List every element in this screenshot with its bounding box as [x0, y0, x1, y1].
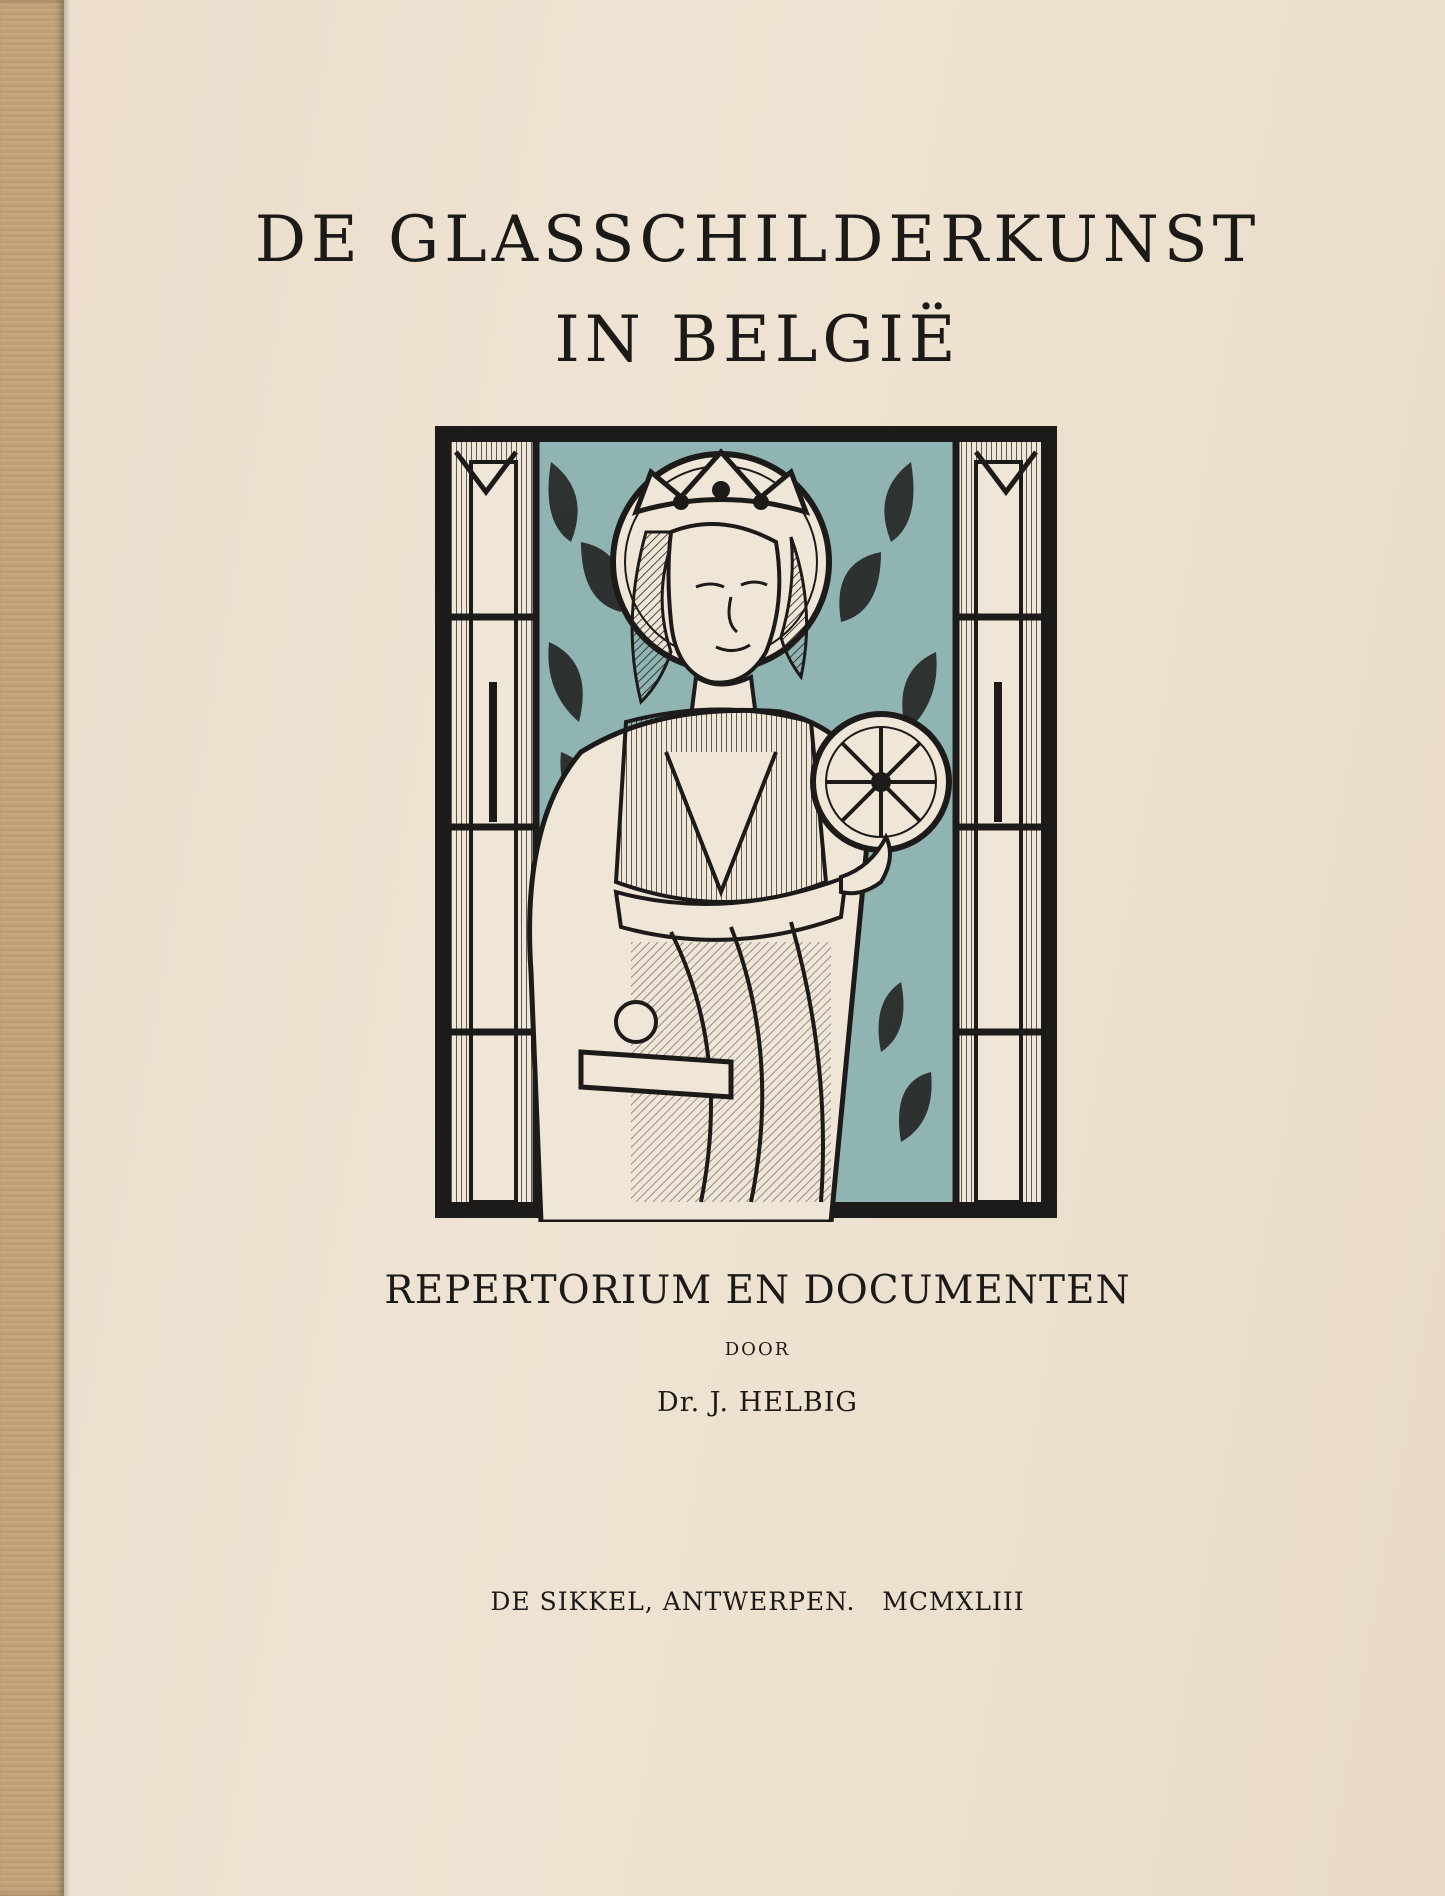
author-name: Dr. J. HELBIG — [657, 1387, 858, 1418]
publisher-line: DE SIKKEL, ANTWERPEN. MCMXLIII — [490, 1587, 1025, 1616]
stained-glass-saint-icon — [431, 422, 1061, 1222]
by-label: DOOR — [724, 1339, 791, 1360]
cloth-spine — [0, 0, 64, 1896]
title-line-2: IN BELGIË — [554, 303, 961, 377]
title-line-1: DE GLASSCHILDERKUNST — [254, 203, 1261, 277]
subtitle: REPERTORIUM EN DOCUMENTEN — [384, 1268, 1131, 1313]
